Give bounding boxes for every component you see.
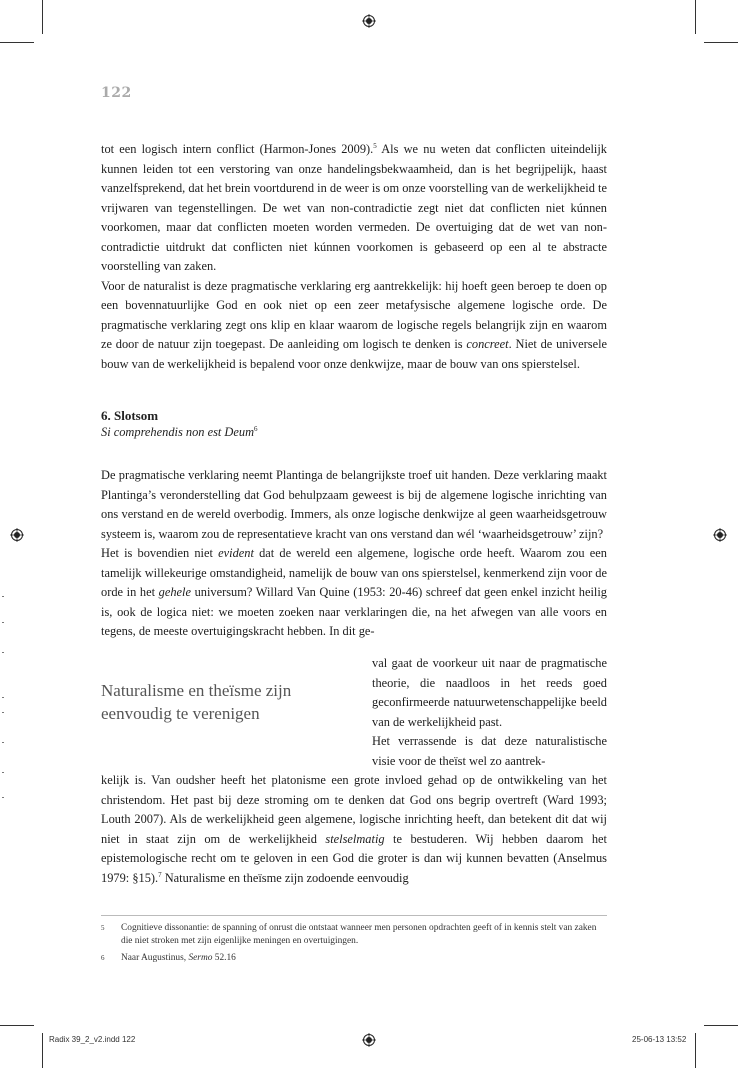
footnote-number: 5: [101, 924, 105, 932]
body-block-middle: [101, 466, 607, 642]
registration-mark-icon: [362, 14, 376, 28]
emphasis: concreet: [466, 337, 509, 351]
margin-mark: [2, 772, 4, 773]
pull-quote: Naturalisme en theïsme zijn eenvoudig te verenigen: [101, 681, 292, 723]
paragraph: [101, 277, 607, 375]
paragraph: [101, 771, 607, 888]
body-block-bottom: [101, 771, 607, 888]
text-run: tot een logisch intern conflict (Harmon-Jones 2009).: [101, 142, 374, 156]
footnote-text: Cognitieve dissonantie: de spanning of onrust die ontstaat wanneer men personen opdrachten geeft of in kennis stelt van zaken die niet stroken met zijn eigenlijke meningen en overtuigingen.: [121, 923, 597, 946]
margin-mark: [2, 596, 4, 597]
crop-mark: [42, 1033, 43, 1068]
margin-mark: [2, 652, 4, 653]
crop-mark: [695, 1033, 696, 1068]
text-run: Het is bovendien niet: [101, 546, 219, 560]
paragraph: De pragmatische verklaring neemt Plantinga de belangrijkste troef uit handen. Deze verklaring maakt Plantinga’s veronderstelling dat God behulpzaam geweest is bij de algemene logische inrichting van ons verstand en de wereld overbodig. Immers, als onze logische denkwijze al geen waarheidsgetrouw systeem is, waarom zou de representatieve kracht van ons verstand dan wél ‘waarheidsgetrouw’ zijn?: [101, 468, 607, 541]
crop-mark: [42, 0, 43, 34]
registration-mark-icon: [10, 528, 24, 542]
text-run: Naturalisme en theïsme zijn zodoende eenvoudig: [161, 870, 409, 885]
paragraph: [101, 140, 607, 277]
crop-mark: [695, 0, 696, 34]
emphasis: gehele: [158, 585, 191, 599]
page-number: 122: [101, 85, 132, 101]
crop-mark: [0, 1025, 34, 1026]
registration-mark-icon: [362, 1033, 376, 1047]
margin-mark: [2, 697, 4, 698]
margin-mark: [2, 712, 4, 713]
text-run: te bestuderen. Wij hebben daarom het epistemologische recht om te geloven in een God die groter is dan wij kunnen bevatten (Anselmus 1979: §15).: [101, 831, 607, 885]
footnote-ref[interactable]: 5: [373, 142, 377, 150]
paragraph: [101, 544, 607, 642]
crop-mark: [704, 1025, 738, 1026]
paragraph: val gaat de voorkeur uit naar de pragmatische theorie, die naadloos in het reeds goed geconfirmeerde natuurwetenschappelijke beeld van de werkelijkheid past.: [372, 656, 607, 729]
section-motto: [101, 425, 258, 440]
footnote: [101, 952, 607, 965]
crop-mark: [704, 42, 738, 43]
text-run: . Niet de universele bouw van de werkelijkheid is bepalend voor onze denkwijze, maar de bouw van ons spierstelsel.: [101, 337, 608, 371]
text-run: universum? Willard Van Quine (1953: 20-46) schreef dat geen enkel inzicht heilig is, ook de logica niet: we moeten zoeken naar verklaringen die, na het afwegen van alle voors en tegens, de meeste overtuigingskracht hebben. In dit ge-: [101, 585, 607, 638]
slug-date: 25-06-13 13:52: [632, 1035, 687, 1044]
text-run: 52.16: [212, 953, 236, 963]
text-run: Als we nu weten dat conflicten uiteindelijk kunnen leiden tot een verstoring van onze handelingsbekwaamheid, dan is het begrijpelijk, haast vanzelfsprekend, dat het brein voortdurend in de weer is om onze voorstelling van de werkelijkheid te vrijwaren van tegenstellingen. De wet van non-contradictie zegt niet dat conflicten niet kúnnen voorkomen, maar dat conflicten moeten worden vermeden. De overtuiging dat de wet van non-contradictie uitdrukt dat conflicten niet kúnnen voorkomen is gebaseerd op een al te abstracte voorstelling van zaken.: [101, 142, 607, 273]
slug-filename: Radix 39_2_v2.indd 122: [49, 1035, 136, 1044]
text-run: dat de wereld een algemene, logische orde heeft. Waarom zou een tamelijk willekeurige omstandigheid, namelijk de bouw van ons spierstelsel, kenmerkend zijn voor de orde in het: [101, 546, 607, 599]
body-column-right: [372, 654, 607, 771]
text-run: Naar Augustinus,: [121, 953, 189, 963]
text-run: kelijk is. Van oudsher heeft het platonisme een grote invloed gehad op de ontwikkeling van het christendom. Het past bij deze stroming om te denken dat God ons begrip overtreft (Ward 1993; Louth 2007). Als de werkelijkheid geen algemene, logische inrichting heeft, dan betekent dit dat wij niet in staat zijn om de werkelijkheid: [101, 773, 607, 846]
margin-mark: [2, 742, 4, 743]
footnote-text: [121, 952, 607, 965]
footnote-ref[interactable]: 6: [254, 425, 258, 433]
footnote: [101, 922, 607, 948]
footnote-number: 6: [101, 954, 105, 962]
section-heading: 6. Slotsom: [101, 408, 159, 423]
crop-mark: [0, 42, 34, 43]
body-block-top: [101, 140, 607, 374]
paragraph: Het verrassende is dat deze naturalistische visie voor de theïst wel zo aantrek-: [372, 734, 607, 768]
footnote-ref[interactable]: 7: [158, 870, 162, 879]
emphasis: Sermo: [188, 953, 213, 963]
emphasis: stelselmatig: [325, 831, 385, 846]
footnote-divider: [101, 915, 607, 916]
margin-mark: [2, 622, 4, 623]
motto-text: Si comprehendis non est Deum: [101, 425, 255, 439]
text-run: Voor de naturalist is deze pragmatische verklaring erg aantrekkelijk: hij hoeft geen beroep te doen op een bovennatuurlijke God en ook niet op een zeer metafysische algemene logische orde. De pragmatische verklaring zegt ons klip en klaar waarom de logische regels belangrijk zijn en waarom ze door de natuur zijn toegepast. De aanleiding om logisch te denken is: [101, 278, 607, 351]
margin-mark: [2, 797, 4, 798]
emphasis: evident: [218, 546, 254, 560]
registration-mark-icon: [713, 528, 727, 542]
